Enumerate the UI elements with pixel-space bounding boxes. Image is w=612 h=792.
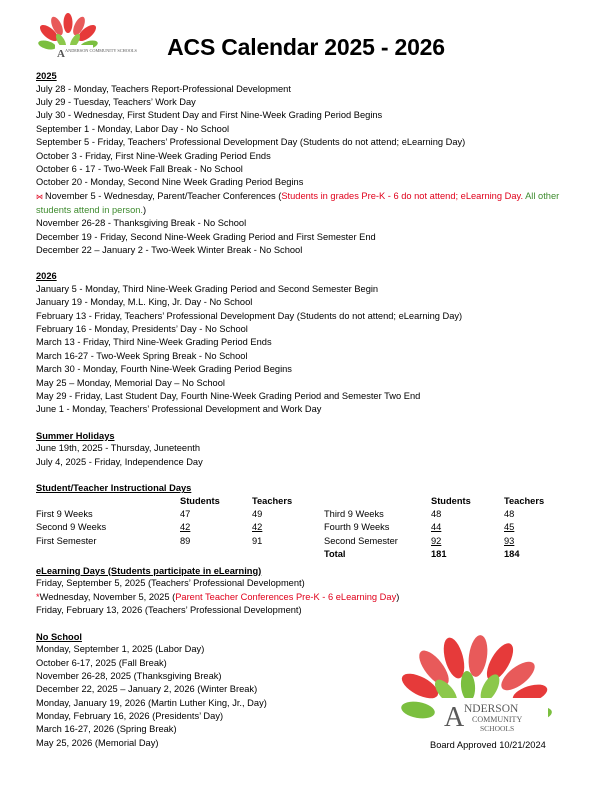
col-header-teachers: Teachers <box>252 495 293 506</box>
students-value: 42 <box>180 522 191 533</box>
total-teachers: 184 <box>504 549 520 560</box>
heading-2025: 2025 <box>36 71 57 81</box>
asterisk: * <box>36 591 40 602</box>
event-item: July 28 - Monday, Teachers Report-Professional Development <box>36 83 291 94</box>
no-school-item: May 25, 2026 (Memorial Day) <box>36 737 159 748</box>
no-school-item: Monday, January 19, 2026 (Martin Luther King, Jr., Day) <box>36 697 267 708</box>
event-item: February 13 - Friday, Teachers’ Professional Development Day (Students do not attend; eLearning Day) <box>36 310 463 321</box>
school-logo-large <box>398 634 574 736</box>
teachers-value: 45 <box>504 522 515 533</box>
elearning-nov5-suffix: ) <box>396 591 400 602</box>
heading-summer-holidays: Summer Holidays <box>36 430 115 441</box>
total-label: Total <box>324 549 346 560</box>
students-value: 92 <box>431 535 442 546</box>
row-label: Second Semester <box>324 535 398 546</box>
event-item: July 30 - Wednesday, First Student Day and First Nine-Week Grading Period Begins <box>36 110 383 121</box>
event-item: October 6 - 17 - Two-Week Fall Break - No School <box>36 163 243 174</box>
no-school-item: Monday, February 16, 2026 (Presidents’ Day) <box>36 711 224 722</box>
logo-small-text: ANDERSON COMMUNITY SCHOOLS <box>65 48 137 53</box>
board-approved-note: Board Approved 10/21/2024 <box>430 740 546 750</box>
heading-2026: 2026 <box>36 271 57 282</box>
logo-name: NDERSON <box>464 703 519 715</box>
event-item: March 16-27 - Two-Week Spring Break - No School <box>36 350 248 361</box>
event-item: December 22 – January 2 - Two-Week Winter Break - No School <box>36 244 303 255</box>
col-header-students: Students <box>180 495 220 506</box>
no-school-item: November 26-28, 2025 (Thanksgiving Break) <box>36 670 222 681</box>
summer-item: June 19th, 2025 - Thursday, Juneteenth <box>36 443 201 454</box>
no-school-item: December 22, 2025 – January 2, 2026 (Winter Break) <box>36 684 258 695</box>
row-label: Fourth 9 Weeks <box>324 522 390 533</box>
total-students: 181 <box>431 549 447 560</box>
event-item: September 1 - Monday, Labor Day - No School <box>36 123 230 134</box>
logo-big-letter: A <box>444 702 465 733</box>
col-header-teachers: Teachers <box>504 495 545 506</box>
students-value: 89 <box>180 535 191 546</box>
events-2025 <box>36 83 596 258</box>
event-item: February 16 - Monday, Presidents’ Day - No School <box>36 324 248 335</box>
heading-instructional-days: Student/Teacher Instructional Days <box>36 483 192 494</box>
logo-sub-schools: SCHOOLS <box>480 724 515 733</box>
elearning-item: Friday, September 5, 2025 (Teachers’ Professional Development) <box>36 578 305 589</box>
teachers-value: 91 <box>252 535 263 546</box>
row-label: Third 9 Weeks <box>324 508 384 519</box>
instructional-days-table <box>36 495 596 565</box>
row-label: First Semester <box>36 535 97 546</box>
event-item-nov5 <box>36 190 584 217</box>
no-school-item: March 16-27, 2026 (Spring Break) <box>36 724 177 735</box>
event-item: May 29 - Friday, Last Student Day, Fourth Nine-Week Grading Period and Semester Two End <box>36 391 421 402</box>
heading-no-school: No School <box>36 631 82 642</box>
conference-marker-icon: ⋈ <box>36 193 43 201</box>
elearning-item: Friday, February 13, 2026 (Teachers’ Professional Development) <box>36 605 302 616</box>
row-label: First 9 Weeks <box>36 508 93 519</box>
teachers-value: 93 <box>504 535 515 546</box>
heading-elearning-days: eLearning Days (Students participate in eLearning) <box>36 565 262 576</box>
event-item: October 20 - Monday, Second Nine Week Grading Period Begins <box>36 177 304 188</box>
summer-item: July 4, 2025 - Friday, Independence Day <box>36 456 203 467</box>
event-item: July 29 - Tuesday, Teachers’ Work Day <box>36 96 196 107</box>
nov5-suffix: ) <box>143 204 147 215</box>
event-item: January 5 - Monday, Third Nine-Week Grading Period and Second Semester Begin <box>36 283 379 294</box>
event-item: January 19 - Monday, M.L. King, Jr. Day - No School <box>36 297 253 308</box>
events-2026 <box>36 283 596 417</box>
students-value: 48 <box>431 508 442 519</box>
logo-sub-community: COMMUNITY <box>472 715 523 724</box>
event-item: March 13 - Friday, Third Nine-Week Grading Period Ends <box>36 337 272 348</box>
col-header-students: Students <box>431 495 471 506</box>
event-item: May 25 – Monday, Memorial Day – No School <box>36 377 225 388</box>
no-school-item: October 6-17, 2025 (Fall Break) <box>36 657 167 668</box>
row-label: Second 9 Weeks <box>36 522 107 533</box>
nov5-red-note: Students in grades Pre-K - 6 do not attend; eLearning Day. <box>281 190 524 201</box>
elearning-item-nov5 <box>36 591 596 604</box>
event-item: June 1 - Monday, Teachers’ Professional Development and Work Day <box>36 404 322 415</box>
page-title: ACS Calendar 2025 - 2026 <box>167 34 445 60</box>
nov5-green-note: All other students attend in person. <box>36 190 560 215</box>
event-item: December 19 - Friday, Second Nine-Week Grading Period and First Semester End <box>36 231 376 242</box>
teachers-value: 49 <box>252 508 263 519</box>
event-item: October 3 - Friday, First Nine-Week Grading Period Ends <box>36 150 271 161</box>
students-value: 47 <box>180 508 191 519</box>
event-item: September 5 - Friday, Teachers’ Professional Development Day (Students do not attend; eLearning Day) <box>36 137 466 148</box>
elearning-nov5-prefix: Wednesday, November 5, 2025 ( <box>39 591 176 602</box>
teachers-value: 42 <box>252 522 263 533</box>
teachers-value: 48 <box>504 508 515 519</box>
event-item: March 30 - Monday, Fourth Nine-Week Grading Period Begins <box>36 364 292 375</box>
elearning-nov5-red: Parent Teacher Conferences Pre-K - 6 eLearning Day <box>175 591 397 602</box>
students-value: 44 <box>431 522 442 533</box>
logo-letter: A <box>57 48 65 60</box>
no-school-item: Monday, September 1, 2025 (Labor Day) <box>36 644 205 655</box>
event-item: November 26-28 - Thanksgiving Break - No School <box>36 218 247 229</box>
nov5-prefix: November 5 - Wednesday, Parent/Teacher Conferences ( <box>45 190 282 201</box>
